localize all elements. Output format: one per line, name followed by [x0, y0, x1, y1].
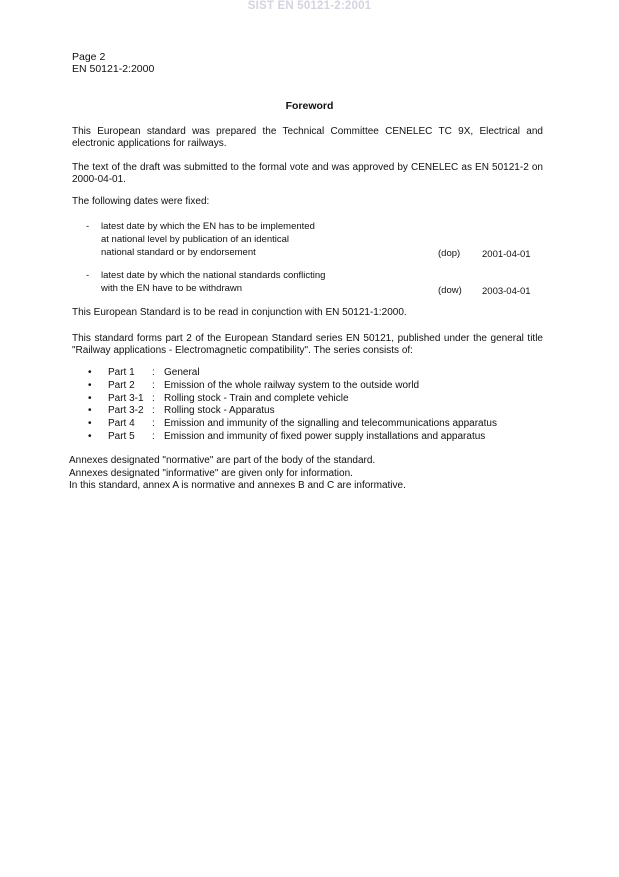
part-separator: : — [152, 379, 155, 391]
annex-note: In this standard, annex A is normative and annexes B and C are informative. — [69, 480, 406, 491]
bullet-icon: • — [88, 392, 92, 404]
part-description: Emission and immunity of the signalling and telecommunications apparatus — [164, 418, 497, 430]
bullet-icon: • — [88, 430, 92, 442]
part-number: Part 3-1 — [108, 392, 144, 404]
paragraph-dates-intro: The following dates were fixed: — [72, 196, 210, 207]
date-value: 2001-04-01 — [482, 249, 531, 260]
text-line: at national level by publication of an identical — [101, 234, 290, 245]
part-description: Emission and immunity of fixed power supply installations and apparatus — [164, 430, 486, 442]
part-number: Part 2 — [108, 379, 135, 391]
date-item-text — [101, 269, 421, 295]
part-separator: : — [152, 367, 155, 378]
annex-note: Annexes designated "normative" are part of the body of the standard. — [69, 455, 376, 466]
annex-notes — [69, 455, 406, 493]
bullet-icon: • — [88, 405, 92, 417]
page-header — [72, 51, 154, 75]
part-number: Part 5 — [108, 430, 135, 442]
part-description: Emission of the whole railway system to the outside world — [164, 379, 420, 391]
date-abbreviation: (dop) — [438, 248, 461, 259]
part-separator: : — [152, 405, 155, 417]
part-separator: : — [152, 430, 155, 442]
text-line: national standard or by endorsement — [101, 247, 256, 258]
bullet-icon: • — [88, 367, 92, 378]
text-line: latest date by which the EN has to be implemented — [101, 221, 315, 232]
page-number: Page 2 — [72, 51, 106, 63]
section-heading: Foreword — [285, 100, 334, 112]
paragraph-approval: The text of the draft was submitted to the formal vote and was approved by CENELEC as EN 50121-2 on 2000-04-01. — [72, 162, 543, 185]
document-id: EN 50121-2:2000 — [72, 63, 155, 75]
dash-marker: - — [86, 221, 90, 232]
paragraph-committee: This European standard was prepared the Technical Committee CENELEC TC 9X, Electrical and electronic applications for railways. — [72, 126, 543, 149]
date-value: 2003-04-01 — [482, 286, 531, 297]
text-line: latest date by which the national standards conflicting — [101, 270, 326, 281]
annex-note: Annexes designated "informative" are given only for information. — [69, 467, 353, 479]
date-item-text — [101, 220, 421, 259]
part-description: General — [164, 367, 200, 378]
paragraph-conjunction: This European Standard is to be read in conjunction with EN 50121-1:2000. — [72, 307, 407, 318]
text-line: with the EN have to be withdrawn — [101, 283, 242, 294]
paragraph-series: This standard forms part 2 of the European Standard series EN 50121, published under the general title "Railway applications - Electromagnetic compatibility". The series consists of: — [72, 333, 543, 356]
date-abbreviation: (dow) — [438, 285, 462, 296]
part-number: Part 4 — [108, 418, 135, 430]
part-description: Rolling stock - Apparatus — [164, 405, 275, 417]
bullet-icon: • — [88, 418, 92, 430]
part-description: Rolling stock - Train and complete vehicle — [164, 392, 349, 404]
bullet-icon: • — [88, 379, 92, 391]
part-number: Part 1 — [108, 367, 135, 378]
dash-marker: - — [86, 270, 90, 281]
date-item-dow — [86, 269, 546, 299]
part-number: Part 3-2 — [108, 405, 144, 417]
watermark: SIST EN 50121-2:2001 — [247, 0, 372, 12]
part-separator: : — [152, 418, 155, 430]
date-item-dop — [86, 220, 546, 264]
part-separator: : — [152, 392, 155, 404]
